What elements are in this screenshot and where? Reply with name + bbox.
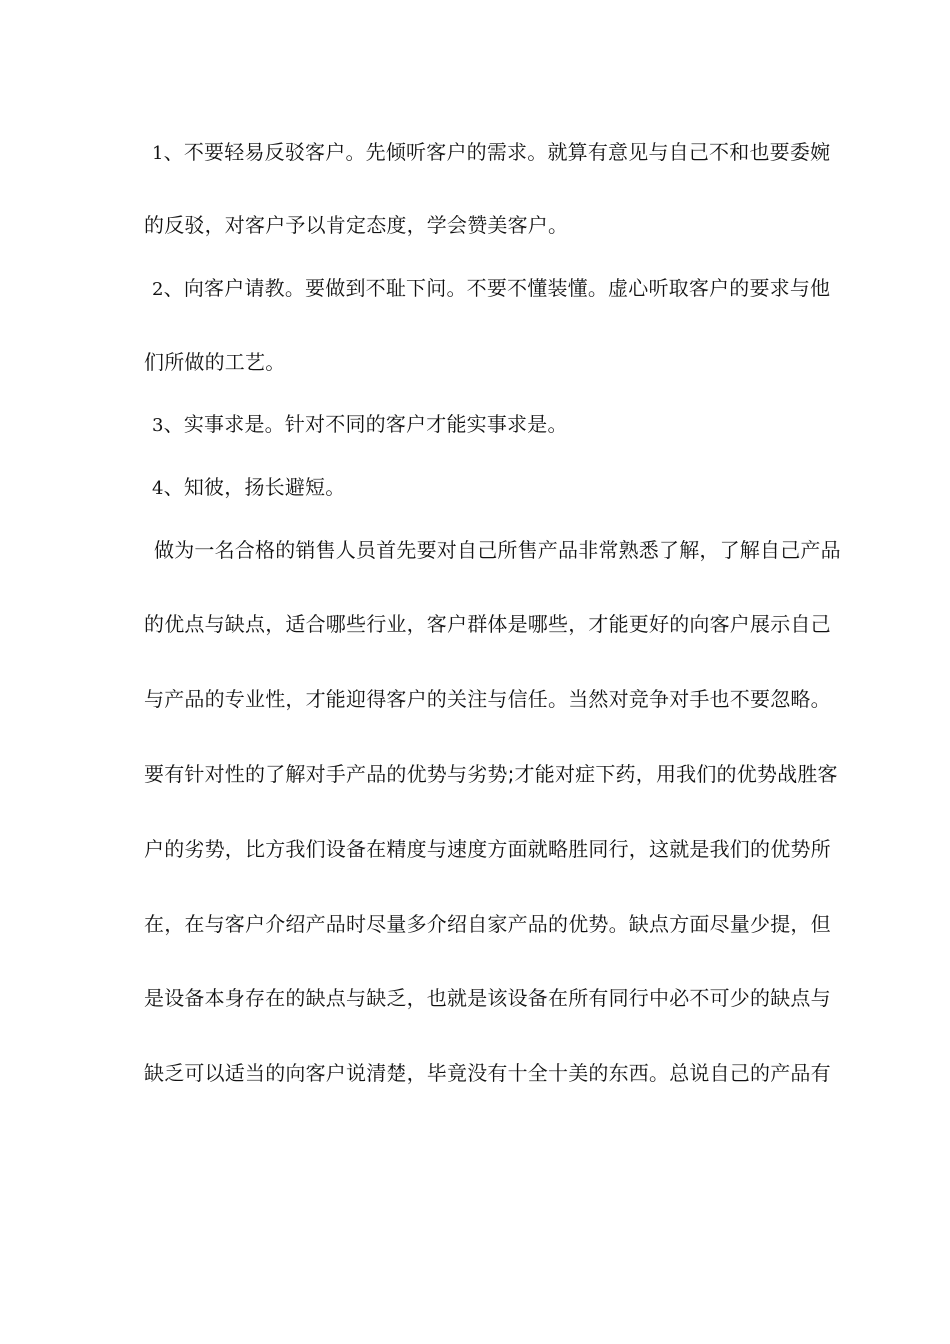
- list-number: 3: [152, 415, 164, 436]
- paragraph-line-8: 缺乏可以适当的向客户说清楚，毕竟没有十全十美的东西。总说自己的产品有: [144, 1061, 831, 1085]
- paragraph-line-2: 的优点与缺点，适合哪些行业，客户群体是哪些，才能更好的向客户展示自己: [144, 612, 831, 636]
- list-item-2-line-2: 们所做的工艺。: [144, 350, 286, 374]
- list-item-4-line-1: [152, 473, 832, 503]
- paragraph-line-3: 与产品的专业性，才能迎得客户的关注与信任。当然对竞争对手也不要忽略。: [144, 687, 831, 711]
- list-text: 、向客户请教。要做到不耻下问。不要不懂装懂。虚心听取客户的要求与他: [163, 276, 831, 300]
- paragraph-line-7: 是设备本身存在的缺点与缺乏，也就是该设备在所有同行中必不可少的缺点与: [144, 986, 831, 1010]
- list-number: 4: [152, 478, 164, 499]
- list-item-1-line-1: [152, 138, 832, 168]
- list-text: 、不要轻易反驳客户。先倾听客户的需求。就算有意见与自己不和也要委婉: [163, 140, 831, 164]
- list-number: 1: [152, 143, 164, 164]
- list-item-2-line-1: [152, 274, 832, 304]
- paragraph-line-1: 做为一名合格的销售人员首先要对自己所售产品非常熟悉了解，了解自己产品: [154, 538, 841, 562]
- list-text: 、知彼，扬长避短。: [163, 475, 346, 499]
- list-item-3-line-1: [152, 410, 832, 440]
- list-text: 、实事求是。针对不同的客户才能实事求是。: [163, 412, 568, 436]
- paragraph-line-4: 要有针对性的了解对手产品的优势与劣势;才能对症下药，用我们的优势战胜客: [144, 762, 838, 786]
- list-item-1-line-2: 的反驳，对客户予以肯定态度，学会赞美客户。: [144, 213, 569, 237]
- paragraph-line-6: 在，在与客户介绍产品时尽量多介绍自家产品的优势。缺点方面尽量少提，但: [144, 912, 831, 936]
- paragraph-line-5: 户的劣势，比方我们设备在精度与速度方面就略胜同行，这就是我们的优势所: [144, 837, 831, 861]
- list-number: 2: [152, 279, 164, 300]
